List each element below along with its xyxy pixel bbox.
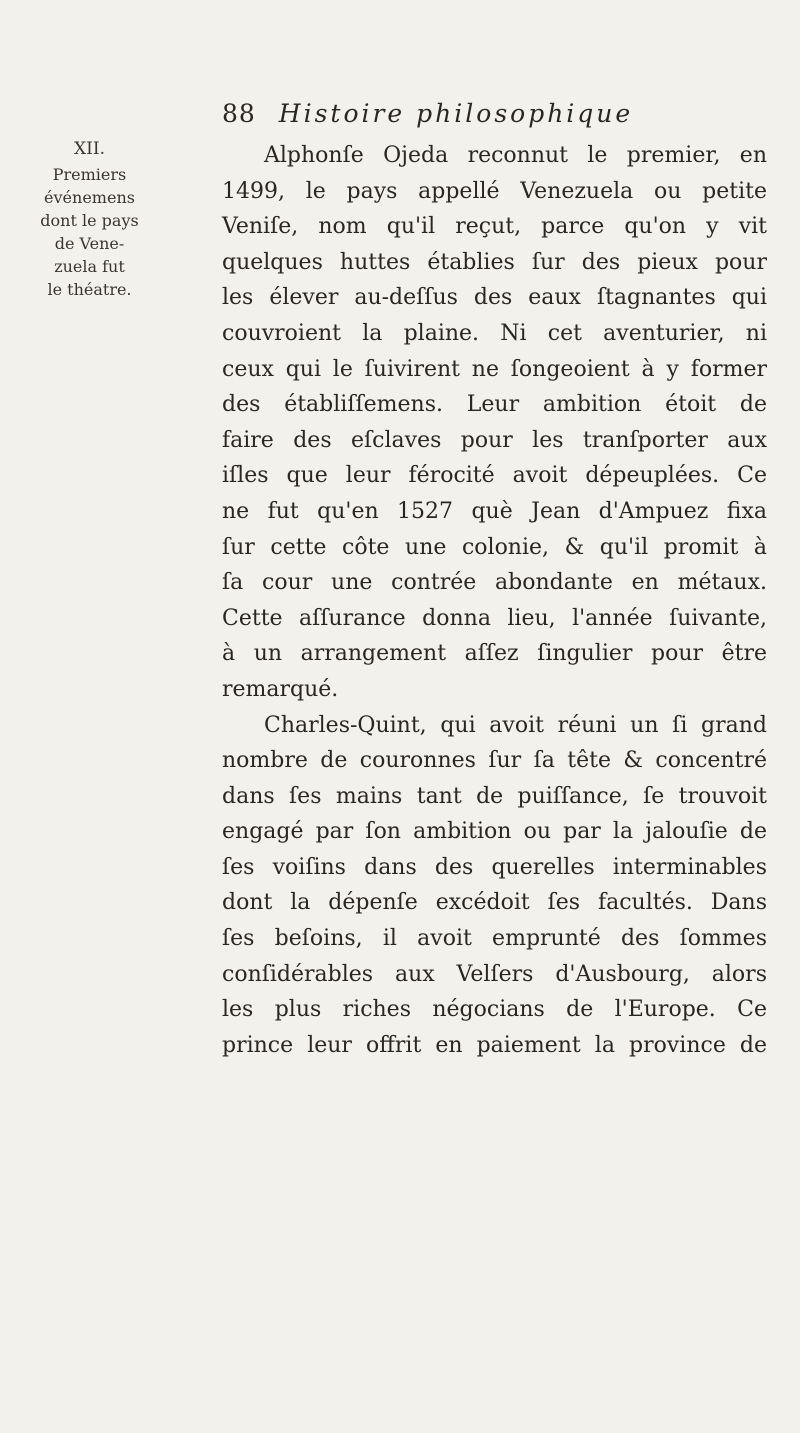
text-line: les élever au-deſſus des eaux ſtagnantes qui: [222, 285, 767, 311]
text-line: prince leur offrit en paiement la province de: [222, 1032, 767, 1058]
margin-note-line: zuela fut: [54, 257, 125, 276]
text-line: Alphonſe Ojeda reconnut le premier, en: [264, 143, 767, 168]
text-line: nombre de couronnes ſur ſa tête & concentré: [222, 748, 767, 774]
text-line: dont la dépenſe excédoit ſes facultés. Dans: [222, 890, 767, 916]
text-line: Cette aſſurance donna lieu, l'année ſuivante,: [222, 605, 767, 631]
text-line: conſidérables aux Velſers d'Ausbourg, alors: [222, 961, 767, 987]
text-line: iſles que leur férocité avoit dépeuplées. Ce: [222, 463, 767, 489]
text-line: Veniſe, nom qu'il reçut, parce qu'on y vit: [222, 214, 767, 240]
body-text: [222, 138, 767, 1063]
text-line: Charles-Quint, qui avoit réuni un ſi grand: [264, 712, 767, 738]
text-line: des établiſſemens. Leur ambition étoit de: [222, 392, 767, 418]
text-line: à un arrangement aſſez ſingulier pour être: [222, 641, 767, 667]
margin-note: [22, 138, 157, 301]
section-number: XII.: [74, 139, 105, 159]
text-line: faire des eſclaves pour les tranſporter aux: [222, 427, 767, 453]
margin-note-line: Premiers: [52, 165, 127, 184]
running-title: Histoire philosophique: [278, 99, 634, 128]
margin-note-line: de Vene-: [54, 234, 125, 253]
text-line: dans ſes mains tant de puiſſance, ſe trouvoit: [222, 783, 767, 809]
text-line: ſur cette côte une colonie, & qu'il promit à: [222, 534, 767, 560]
margin-note-line: le théatre.: [47, 280, 132, 299]
margin-note-line: événemens: [44, 188, 135, 207]
text-line: ſa cour une contrée abondante en métaux.: [222, 570, 767, 596]
margin-note-line: dont le pays: [40, 211, 139, 230]
text-line: ne fut qu'en 1527 què Jean d'Ampuez fixa: [222, 498, 767, 524]
text-line: couvroient la plaine. Ni cet aventurier, ni: [222, 320, 767, 346]
text-line: remarqué.: [222, 676, 339, 702]
text-line: quelques huttes établies ſur des pieux pour: [222, 249, 767, 275]
text-line: ceux qui le ſuivirent ne ſongeoient à y former: [222, 356, 767, 382]
text-line: 1499, le pays appellé Venezuela ou petite: [222, 178, 767, 204]
text-line: engagé par ſon ambition ou par la jalouſie de: [222, 819, 767, 845]
text-line: les plus riches négocians de l'Europe. Ce: [222, 997, 767, 1023]
text-line: ſes beſoins, il avoit emprunté des ſommes: [222, 926, 767, 952]
page-number: 88: [222, 99, 256, 128]
page-header: [222, 98, 762, 130]
text-line: ſes voiſins dans des querelles interminables: [222, 854, 767, 880]
